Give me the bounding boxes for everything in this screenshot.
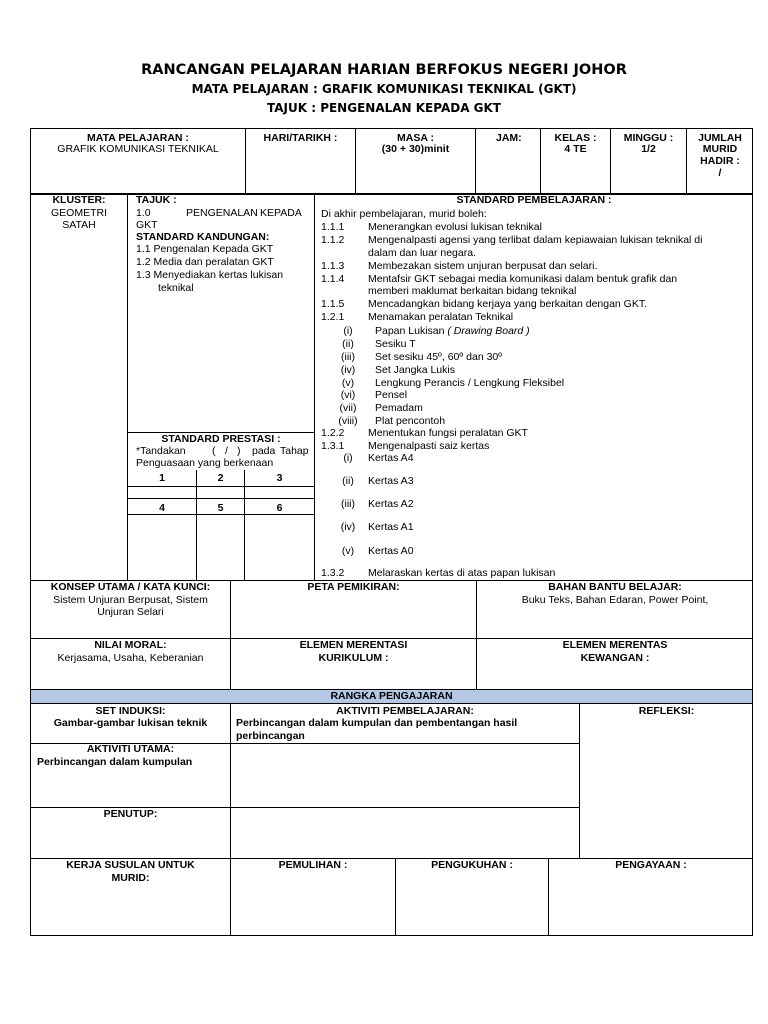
tajuk-label: TAJUK :	[136, 194, 177, 206]
level-6: 6	[276, 502, 283, 514]
mata-pelajaran-label: MATA PELAJARAN :	[87, 132, 189, 144]
learning-outcomes-list	[321, 221, 751, 324]
pengukuhan-label: PENGUKUHAN :	[431, 859, 513, 871]
topic-heading: TAJUK : PENGENALAN KEPADA GKT	[266, 101, 501, 115]
paper-num: (iii)	[341, 498, 355, 510]
refleksi-label: REFLEKSI:	[638, 705, 695, 717]
outcome-122-text: Menentukan fungsi peralatan GKT	[368, 427, 528, 439]
level-5: 5	[217, 502, 224, 514]
outcome-item: dalam dan luar negara.	[368, 246, 476, 259]
document-title: RANCANGAN PELAJARAN HARIAN BERFOKUS NEGERI JOHOR	[141, 62, 627, 78]
outcome-132-text: Melaraskan kertas di atas papan lukisan	[368, 567, 556, 579]
masa-label: MASA :	[397, 132, 434, 144]
kandungan-item: 1.3 Menyediakan kertas lukisan	[136, 269, 284, 281]
prestasi-word: (	[212, 445, 216, 457]
kerja-susulan-label-2: MURID:	[111, 872, 150, 884]
nilai-moral-label: NILAI MORAL:	[94, 639, 167, 651]
paper-item: Kertas A1	[368, 521, 414, 533]
paper-num: (ii)	[342, 475, 354, 487]
outcome-item: 1.1.2 Mengenalpasti agensi yang terlibat dalam kepiawaian lukisan teknikal di	[321, 233, 703, 246]
paper-item: Kertas A4	[368, 452, 414, 464]
tool-item: (iii) Set sesiku 45º, 60º dan 30º	[341, 350, 503, 363]
konsep-value-2: Unjuran Selari	[97, 606, 164, 618]
minggu-label: MINGGU :	[623, 132, 674, 144]
outcome-131-text: Mengenalpasti saiz kertas	[368, 440, 490, 452]
level-2: 2	[217, 472, 224, 484]
outcome-item: 1.2.1 Menamakan peralatan Teknikal	[321, 311, 514, 324]
jumlah-label-3: HADIR :	[700, 155, 740, 167]
aktiviti-utama-value: Perbincangan dalam kumpulan	[37, 756, 193, 768]
elemen-kurikulum-label: ELEMEN MERENTASI	[299, 639, 408, 651]
masa-value: (30 + 30)minit	[381, 143, 450, 155]
pembelajaran-intro: Di akhir pembelajaran, murid boleh:	[321, 208, 487, 220]
outcome-item: 1.1.1 Menerangkan evolusi lukisan teknikal	[321, 221, 542, 233]
bahan-bantu-value: Buku Teks, Bahan Edaran, Power Point,	[521, 594, 709, 606]
outcome-item: memberi maklumat berkaitan bidang teknikal	[368, 285, 577, 298]
paper-num: (i)	[343, 452, 353, 464]
level-1: 1	[159, 472, 165, 484]
kandungan-item: 1.1 Pengenalan Kepada GKT	[136, 243, 274, 255]
outcome-132-num: 1.3.2	[321, 567, 345, 579]
paper-item: Kertas A2	[368, 498, 414, 510]
tajuk-word-1: PENGENALAN	[186, 207, 258, 219]
aktiviti-utama-label: AKTIVITI UTAMA:	[86, 743, 175, 755]
jam-label: JAM:	[496, 132, 522, 144]
prestasi-word: Tahap	[280, 445, 309, 457]
tajuk-word-3: GKT	[136, 219, 158, 231]
kerja-susulan-label: KERJA SUSULAN UNTUK	[66, 859, 195, 871]
kluster-value: GEOMETRI	[50, 207, 107, 219]
elemen-kewangan-label-2: KEWANGAN :	[580, 652, 650, 664]
konsep-value: Sistem Unjuran Berpusat, Sistem	[53, 594, 208, 606]
kandungan-item-cont: teknikal	[158, 282, 194, 294]
prestasi-word: *Tandakan	[136, 445, 186, 457]
kelas-label: KELAS :	[554, 132, 597, 144]
aktiviti-pembelajaran-label: AKTIVITI PEMBELAJARAN:	[336, 705, 474, 717]
level-3: 3	[276, 472, 283, 484]
standard-prestasi-label: STANDARD PRESTASI :	[161, 433, 281, 445]
jumlah-value: /	[718, 167, 722, 179]
tool-item: (vi) Pensel	[340, 389, 408, 402]
set-induksi-value: Gambar-gambar lukisan teknik	[53, 717, 208, 729]
tool-item: (iv) Set Jangka Lukis	[340, 363, 455, 376]
tajuk-word-2: KEPADA	[260, 207, 302, 219]
set-induksi-label: SET INDUKSI:	[95, 705, 166, 717]
subject-heading: MATA PELAJARAN : GRAFIK KOMUNIKASI TEKNIKAL (GKT)	[191, 82, 577, 96]
hari-tarikh-label: HARI/TARIKH :	[263, 132, 338, 144]
outcome-131-num: 1.3.1	[321, 440, 345, 452]
tool-item: (vii) Pemadam	[339, 402, 423, 415]
jumlah-label: JUMLAH	[698, 132, 742, 144]
prestasi-word: )	[237, 445, 241, 457]
penutup-label: PENUTUP:	[103, 808, 158, 820]
tajuk-number: 1.0	[136, 207, 151, 219]
aktiviti-pembelajaran-value-2: perbincangan	[236, 730, 305, 742]
standard-pembelajaran-label: STANDARD PEMBELAJARAN :	[456, 194, 612, 206]
kluster-value-2: SATAH	[62, 219, 96, 231]
outcome-item: 1.1.3 Membezakan sistem unjuran berpusat dan selari.	[321, 259, 598, 272]
tool-item: (i) Papan Lukisan ( Drawing Board )	[343, 325, 530, 337]
tools-list	[328, 325, 748, 428]
bahan-bantu-label: BAHAN BANTU BELAJAR:	[548, 581, 682, 593]
outcome-item: 1.1.4 Mentafsir GKT sebagai media komunikasi dalam bentuk grafik dan	[321, 272, 678, 285]
outcome-item: 1.1.5 Mencadangkan bidang kerjaya yang berkaitan dengan GKT.	[321, 298, 648, 311]
jumlah-label-2: MURID	[702, 143, 738, 155]
rangka-pengajaran-label: RANGKA PENGAJARAN	[330, 690, 453, 702]
paper-item: Kertas A3	[368, 475, 414, 487]
prestasi-word: pada	[252, 445, 276, 457]
konsep-label: KONSEP UTAMA / KATA KUNCI:	[50, 581, 211, 593]
level-4: 4	[159, 502, 165, 514]
minggu-value: 1/2	[641, 143, 656, 155]
elemen-kewangan-label: ELEMEN MERENTAS	[562, 639, 668, 651]
kandungan-item: 1.2 Media dan peralatan GKT	[136, 256, 274, 268]
outcome-122-num: 1.2.2	[321, 427, 345, 439]
prestasi-word: /	[225, 445, 228, 457]
paper-num: (iv)	[340, 521, 356, 533]
tool-item: (ii) Sesiku T	[342, 337, 416, 350]
aktiviti-pembelajaran-value: Perbincangan dalam kumpulan dan pembentangan hasil	[236, 717, 518, 729]
tool-item: (v) Lengkung Perancis / Lengkung Fleksibel	[341, 376, 565, 389]
standard-kandungan-label: STANDARD KANDUNGAN:	[136, 231, 270, 243]
paper-item: Kertas A0	[368, 545, 414, 557]
tool-item: (viii) Plat pencontoh	[338, 415, 446, 428]
pengayaan-label: PENGAYAAN :	[615, 859, 687, 871]
prestasi-instruction: Penguasaan yang berkenaan	[136, 457, 274, 469]
paper-num: (v)	[341, 545, 355, 557]
pemulihan-label: PEMULIHAN :	[278, 859, 348, 871]
mata-pelajaran-value: GRAFIK KOMUNIKASI TEKNIKAL	[57, 143, 219, 155]
peta-pemikiran-label: PETA PEMIKIRAN:	[307, 581, 400, 593]
kelas-value: 4 TE	[564, 143, 587, 155]
kluster-label: KLUSTER:	[52, 194, 106, 206]
nilai-moral-value: Kerjasama, Usaha, Keberanian	[57, 652, 204, 664]
elemen-kurikulum-label-2: KURIKULUM :	[318, 652, 389, 664]
